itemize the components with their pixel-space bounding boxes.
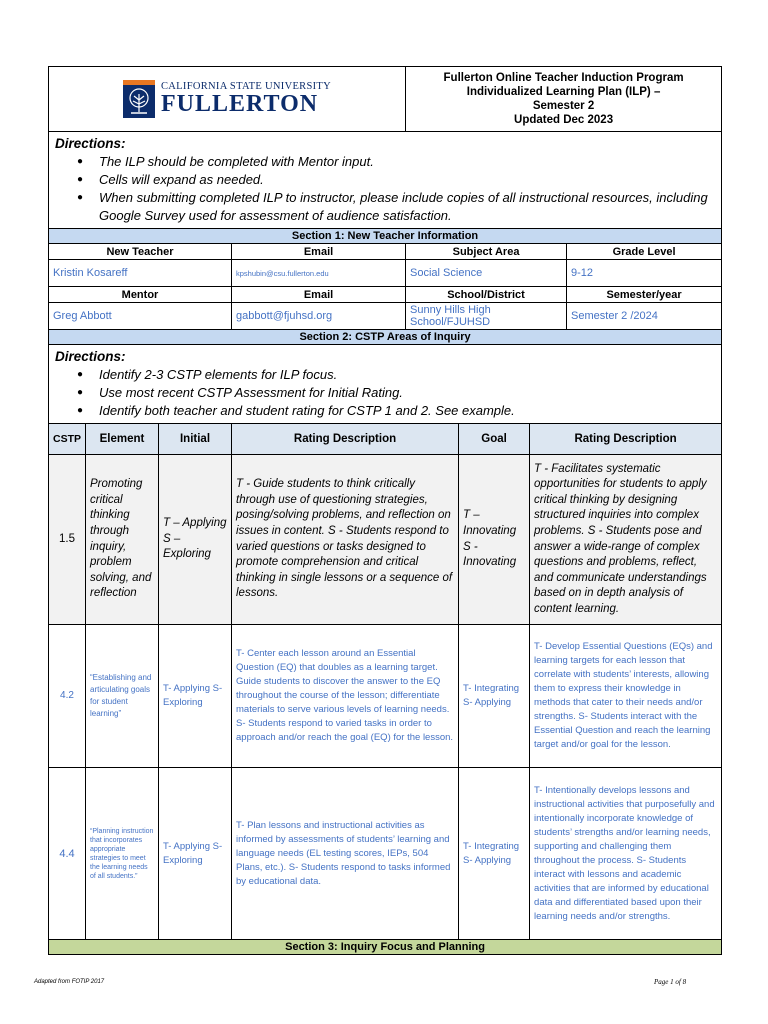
- header-email: Email: [232, 244, 406, 260]
- direction-item: ● Use most recent CSTP Assessment for Initial Rating.: [99, 384, 715, 402]
- directions-cstp: Directions: ● Identify 2-3 CSTP elements for ILP focus. ● Use most recent CSTP Assessment for Initial Rating. ● Identify both teacher and student rating for CSTP 1 and 2. See example.: [49, 345, 722, 424]
- semester-year-value: Semester 2 /2024: [567, 303, 722, 330]
- page-number: Page 1 of 8: [654, 978, 687, 986]
- cstp-element: Promoting critical thinking through inquiry, problem solving, and reflection: [86, 455, 159, 625]
- direction-item: ● The ILP should be completed with Mentor input.: [99, 153, 715, 171]
- goal-rating: T- Integrating S- Applying: [459, 625, 530, 768]
- header-mentor: Mentor: [49, 287, 232, 303]
- cstp-number: 1.5: [49, 455, 86, 625]
- header-goal-rating-description: Rating Description: [530, 424, 722, 455]
- cstp-element: “Establishing and articulating goals for student learning”: [86, 625, 159, 768]
- cstp-element: “Planning instruction that incorporates appropriate strategies to meet the learning needs of all students.”: [86, 768, 159, 940]
- goal-rating: T – Innovating S - Innovating: [459, 455, 530, 625]
- mentor-email: gabbott@fjuhsd.org: [232, 303, 406, 330]
- header-new-teacher: New Teacher: [49, 244, 232, 260]
- new-teacher-name: Kristin Kosareff: [49, 260, 232, 287]
- initial-rating-description: T - Guide students to think critically through use of questioning strategies, posing/solving problems, and reflection on issues in content. S - Students respond to varied questions or tasks designed to promote comprehension and critical thinking in single lessons or a sequence of lessons.: [232, 455, 459, 625]
- subject-area-value: Social Science: [406, 260, 567, 287]
- header-cstp: CSTP: [49, 424, 86, 455]
- header-school-district: School/District: [406, 287, 567, 303]
- new-teacher-email: kpshubin@csu.fullerton.edu: [232, 260, 406, 287]
- directions-general: Directions: ● The ILP should be completed with Mentor input. ● Cells will expand as needed. ● When submitting completed ILP to instructor, please include copies of all instructional resources, including Google Survey used for assessment of audience satisfaction.: [49, 132, 722, 229]
- direction-item: ● Identify 2-3 CSTP elements for ILP focus.: [99, 366, 715, 384]
- table-row: [49, 768, 722, 940]
- goal-rating-description: T - Facilitates systematic opportunities for students to apply critical thinking by designing structured inquiries into complex problems. S - Students pose and answer a wide-range of complex questions and problems, reflect, and communicate understandings based on in depth analysis of content learning.: [530, 455, 722, 625]
- ilp-document: [48, 66, 721, 955]
- direction-item: ● When submitting completed ILP to instructor, please include copies of all instructional resources, including Google Survey used for assessment of audience satisfaction.: [99, 189, 715, 225]
- header-initial: Initial: [159, 424, 232, 455]
- initial-rating: T – Applying S – Exploring: [159, 455, 232, 625]
- direction-item: ● Cells will expand as needed.: [99, 171, 715, 189]
- table-row: [49, 625, 722, 768]
- school-district-value: Sunny Hills High School/FJUHSD: [406, 303, 567, 330]
- header-element: Element: [86, 424, 159, 455]
- header-goal: Goal: [459, 424, 530, 455]
- direction-item: ● Identify both teacher and student rating for CSTP 1 and 2. See example.: [99, 402, 715, 420]
- initial-rating: T- Applying S- Exploring: [159, 768, 232, 940]
- header-initial-rating-description: Rating Description: [232, 424, 459, 455]
- initial-rating-description: T- Plan lessons and instructional activities as informed by assessments of students’ learning and language needs (EL testing scores, IEPs, 504 Plans, etc.). S- Students respond to tasks informed by educational data.: [232, 768, 459, 940]
- ilp-table: [48, 66, 722, 955]
- header-semester-year: Semester/year: [567, 287, 722, 303]
- mentor-name: Greg Abbott: [49, 303, 232, 330]
- table-row: [49, 455, 722, 625]
- document-title: Fullerton Online Teacher Induction Program Individualized Learning Plan (ILP) – Semester 2 Updated Dec 2023: [406, 67, 722, 132]
- initial-rating-description: T- Center each lesson around an Essential Question (EQ) that doubles as a learning target. Guide students to discover the answer to the EQ throughout the course of the lesson; differentiate materials to serve various levels of learning needs. S- Students respond to varied tasks in order to approach and/or reach the goal (EQ) for the lesson.: [232, 625, 459, 768]
- header-mentor-email: Email: [232, 287, 406, 303]
- footer-source: Adapted from FOTIP 2017: [34, 979, 105, 985]
- section-3-title: Section 3: Inquiry Focus and Planning: [49, 940, 722, 955]
- logo-campus-text: FULLERTON: [161, 91, 319, 118]
- grade-level-value: 9-12: [567, 260, 722, 287]
- logo-university-text: CALIFORNIA STATE UNIVERSITY: [161, 80, 332, 92]
- section-1-title: Section 1: New Teacher Information: [49, 229, 722, 244]
- cstp-number: 4.2: [49, 625, 86, 768]
- initial-rating: T- Applying S- Exploring: [159, 625, 232, 768]
- tree-logo-icon: [123, 80, 155, 118]
- header-grade-level: Grade Level: [567, 244, 722, 260]
- header-subject-area: Subject Area: [406, 244, 567, 260]
- cstp-number: 4.4: [49, 768, 86, 940]
- goal-rating-description: T- Intentionally develops lessons and instructional activities that purposefully and intentionally incorporate knowledge of students’ strengths and/or learning needs, supporting and challenging them throughout the process. S- Students interact with lessons and academic activities that are informed by educational data and differentiated based upon their learning needs and/or strengths.: [530, 768, 722, 940]
- university-logo: [49, 67, 406, 132]
- section-2-title: Section 2: CSTP Areas of Inquiry: [49, 330, 722, 345]
- goal-rating: T- Integrating S- Applying: [459, 768, 530, 940]
- goal-rating-description: T- Develop Essential Questions (EQs) and learning targets for each lesson that correlate with students’ interests, allowing them to express their knowledge in methods that cater to their needs and/or strengths. S- Students interact with the Essential Question and reach the learning target and/or goal for the lesson.: [530, 625, 722, 768]
